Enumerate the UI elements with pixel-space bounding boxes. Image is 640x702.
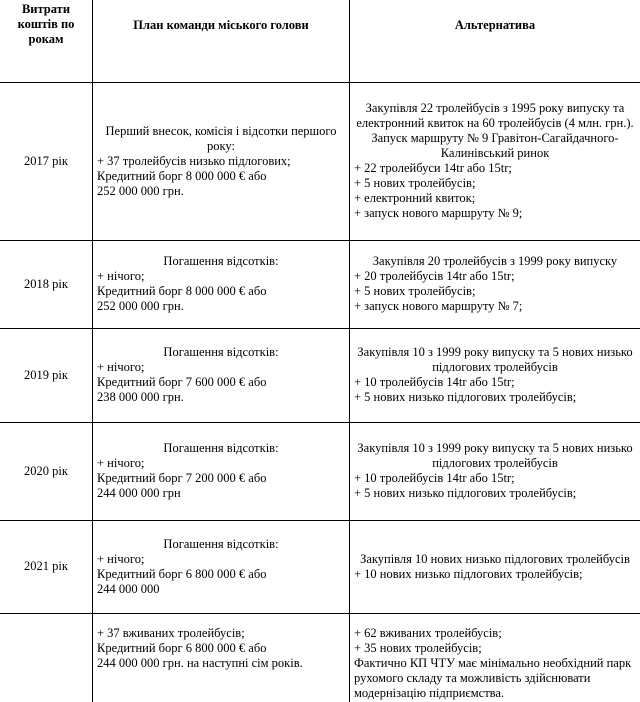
alternative-cell xyxy=(350,422,640,520)
plan-line: + нічого; xyxy=(97,360,345,375)
year-cell xyxy=(0,613,93,702)
plan-line: 238 000 000 грн. xyxy=(97,390,345,405)
alternative-line: + 10 нових низько підлогових тролейбусів; xyxy=(354,567,636,582)
alternative-line: Фактично КП ЧТУ має мінімально необхідний парк рухомого складу та можливість здійснювати модернізацію підприємства. xyxy=(354,656,636,701)
plan-line: Кредитний борг 6 800 000 € або xyxy=(97,567,345,582)
table-row xyxy=(0,613,640,702)
alternative-title: Закупівля 10 з 1999 року випуску та 5 нових низько підлогових тролейбусів xyxy=(354,441,636,471)
alternative-line: + 5 нових низько підлогових тролейбусів; xyxy=(354,390,636,405)
alternative-line: + 22 тролейбуси 14tr або 15tr; xyxy=(354,161,636,176)
alternative-line: + запуск нового маршруту № 7; xyxy=(354,299,636,314)
plan-cell xyxy=(93,328,350,422)
alternative-title: Закупівля 22 тролейбусів з 1995 року випуску та електронний квиток на 60 тролейбусів (4 млн. грн.). Запуск маршруту № 9 Гравітон-Сагайдачного-Калинівський ринок xyxy=(354,101,636,161)
alternative-line: + 5 нових низько підлогових тролейбусів; xyxy=(354,486,636,501)
table-row xyxy=(0,422,640,520)
alternative-title: Закупівля 10 з 1999 року випуску та 5 нових низько підлогових тролейбусів xyxy=(354,345,636,375)
expenses-table-body xyxy=(0,83,640,702)
alternative-line: + запуск нового маршруту № 9; xyxy=(354,206,636,221)
plan-title: Погашення відсотків: xyxy=(97,254,345,269)
alternative-line: + 5 нових тролейбусів; xyxy=(354,176,636,191)
plan-line: + 37 вживаних тролейбусів; xyxy=(97,626,345,641)
plan-line: 244 000 000 грн xyxy=(97,486,345,501)
plan-cell xyxy=(93,240,350,328)
plan-title: Погашення відсотків: xyxy=(97,345,345,360)
alternative-cell xyxy=(350,520,640,613)
table-row xyxy=(0,328,640,422)
alternative-line: + 62 вживаних тролейбусів; xyxy=(354,626,636,641)
plan-line: 252 000 000 грн. xyxy=(97,184,345,199)
plan-cell xyxy=(93,520,350,613)
alternative-cell xyxy=(350,240,640,328)
plan-title: Погашення відсотків: xyxy=(97,441,345,456)
alternative-line: + 5 нових тролейбусів; xyxy=(354,284,636,299)
plan-line: + нічого; xyxy=(97,552,345,567)
plan-title: Перший внесок, комісія і відсотки першого року: xyxy=(97,124,345,154)
plan-line: + нічого; xyxy=(97,456,345,471)
alternative-cell xyxy=(350,328,640,422)
plan-cell xyxy=(93,83,350,240)
table-row xyxy=(0,520,640,613)
alternative-line: + 20 тролейбусів 14tr або 15tr; xyxy=(354,269,636,284)
year-cell: 2021 рік xyxy=(0,520,93,613)
plan-line: Кредитний борг 6 800 000 € або xyxy=(97,641,345,656)
header-plan: План команди міського голови xyxy=(93,0,350,83)
table-row xyxy=(0,240,640,328)
plan-line: Кредитний борг 7 200 000 € або xyxy=(97,471,345,486)
alternative-cell xyxy=(350,613,640,702)
table-header-row xyxy=(0,0,640,83)
alternative-title: Закупівля 20 тролейбусів з 1999 року випуску xyxy=(354,254,636,269)
alternative-title: Закупівля 10 нових низько підлогових тролейбусів xyxy=(354,552,636,567)
table-row xyxy=(0,83,640,240)
plan-line: 252 000 000 грн. xyxy=(97,299,345,314)
plan-line: 244 000 000 xyxy=(97,582,345,597)
expenses-table xyxy=(0,0,640,83)
header-alternative: Альтернатива xyxy=(350,0,640,83)
plan-line: 244 000 000 грн. на наступні сім років. xyxy=(97,656,345,671)
year-cell: 2018 рік xyxy=(0,240,93,328)
alternative-line: + 10 тролейбусів 14tr або 15tr; xyxy=(354,471,636,486)
plan-line: + 37 тролейбусів низько підлогових; xyxy=(97,154,345,169)
year-cell: 2020 рік xyxy=(0,422,93,520)
plan-cell xyxy=(93,613,350,702)
plan-line: Кредитний борг 8 000 000 € або xyxy=(97,284,345,299)
alternative-cell xyxy=(350,83,640,240)
plan-line: Кредитний борг 8 000 000 € або xyxy=(97,169,345,184)
header-years: Витрати коштів по рокам xyxy=(0,0,93,83)
plan-title: Погашення відсотків: xyxy=(97,537,345,552)
year-cell: 2017 рік xyxy=(0,83,93,240)
plan-line: Кредитний борг 7 600 000 € або xyxy=(97,375,345,390)
year-cell: 2019 рік xyxy=(0,328,93,422)
alternative-line: + 35 нових тролейбусів; xyxy=(354,641,636,656)
alternative-line: + електронний квиток; xyxy=(354,191,636,206)
plan-cell xyxy=(93,422,350,520)
plan-line: + нічого; xyxy=(97,269,345,284)
alternative-line: + 10 тролейбусів 14tr або 15tr; xyxy=(354,375,636,390)
